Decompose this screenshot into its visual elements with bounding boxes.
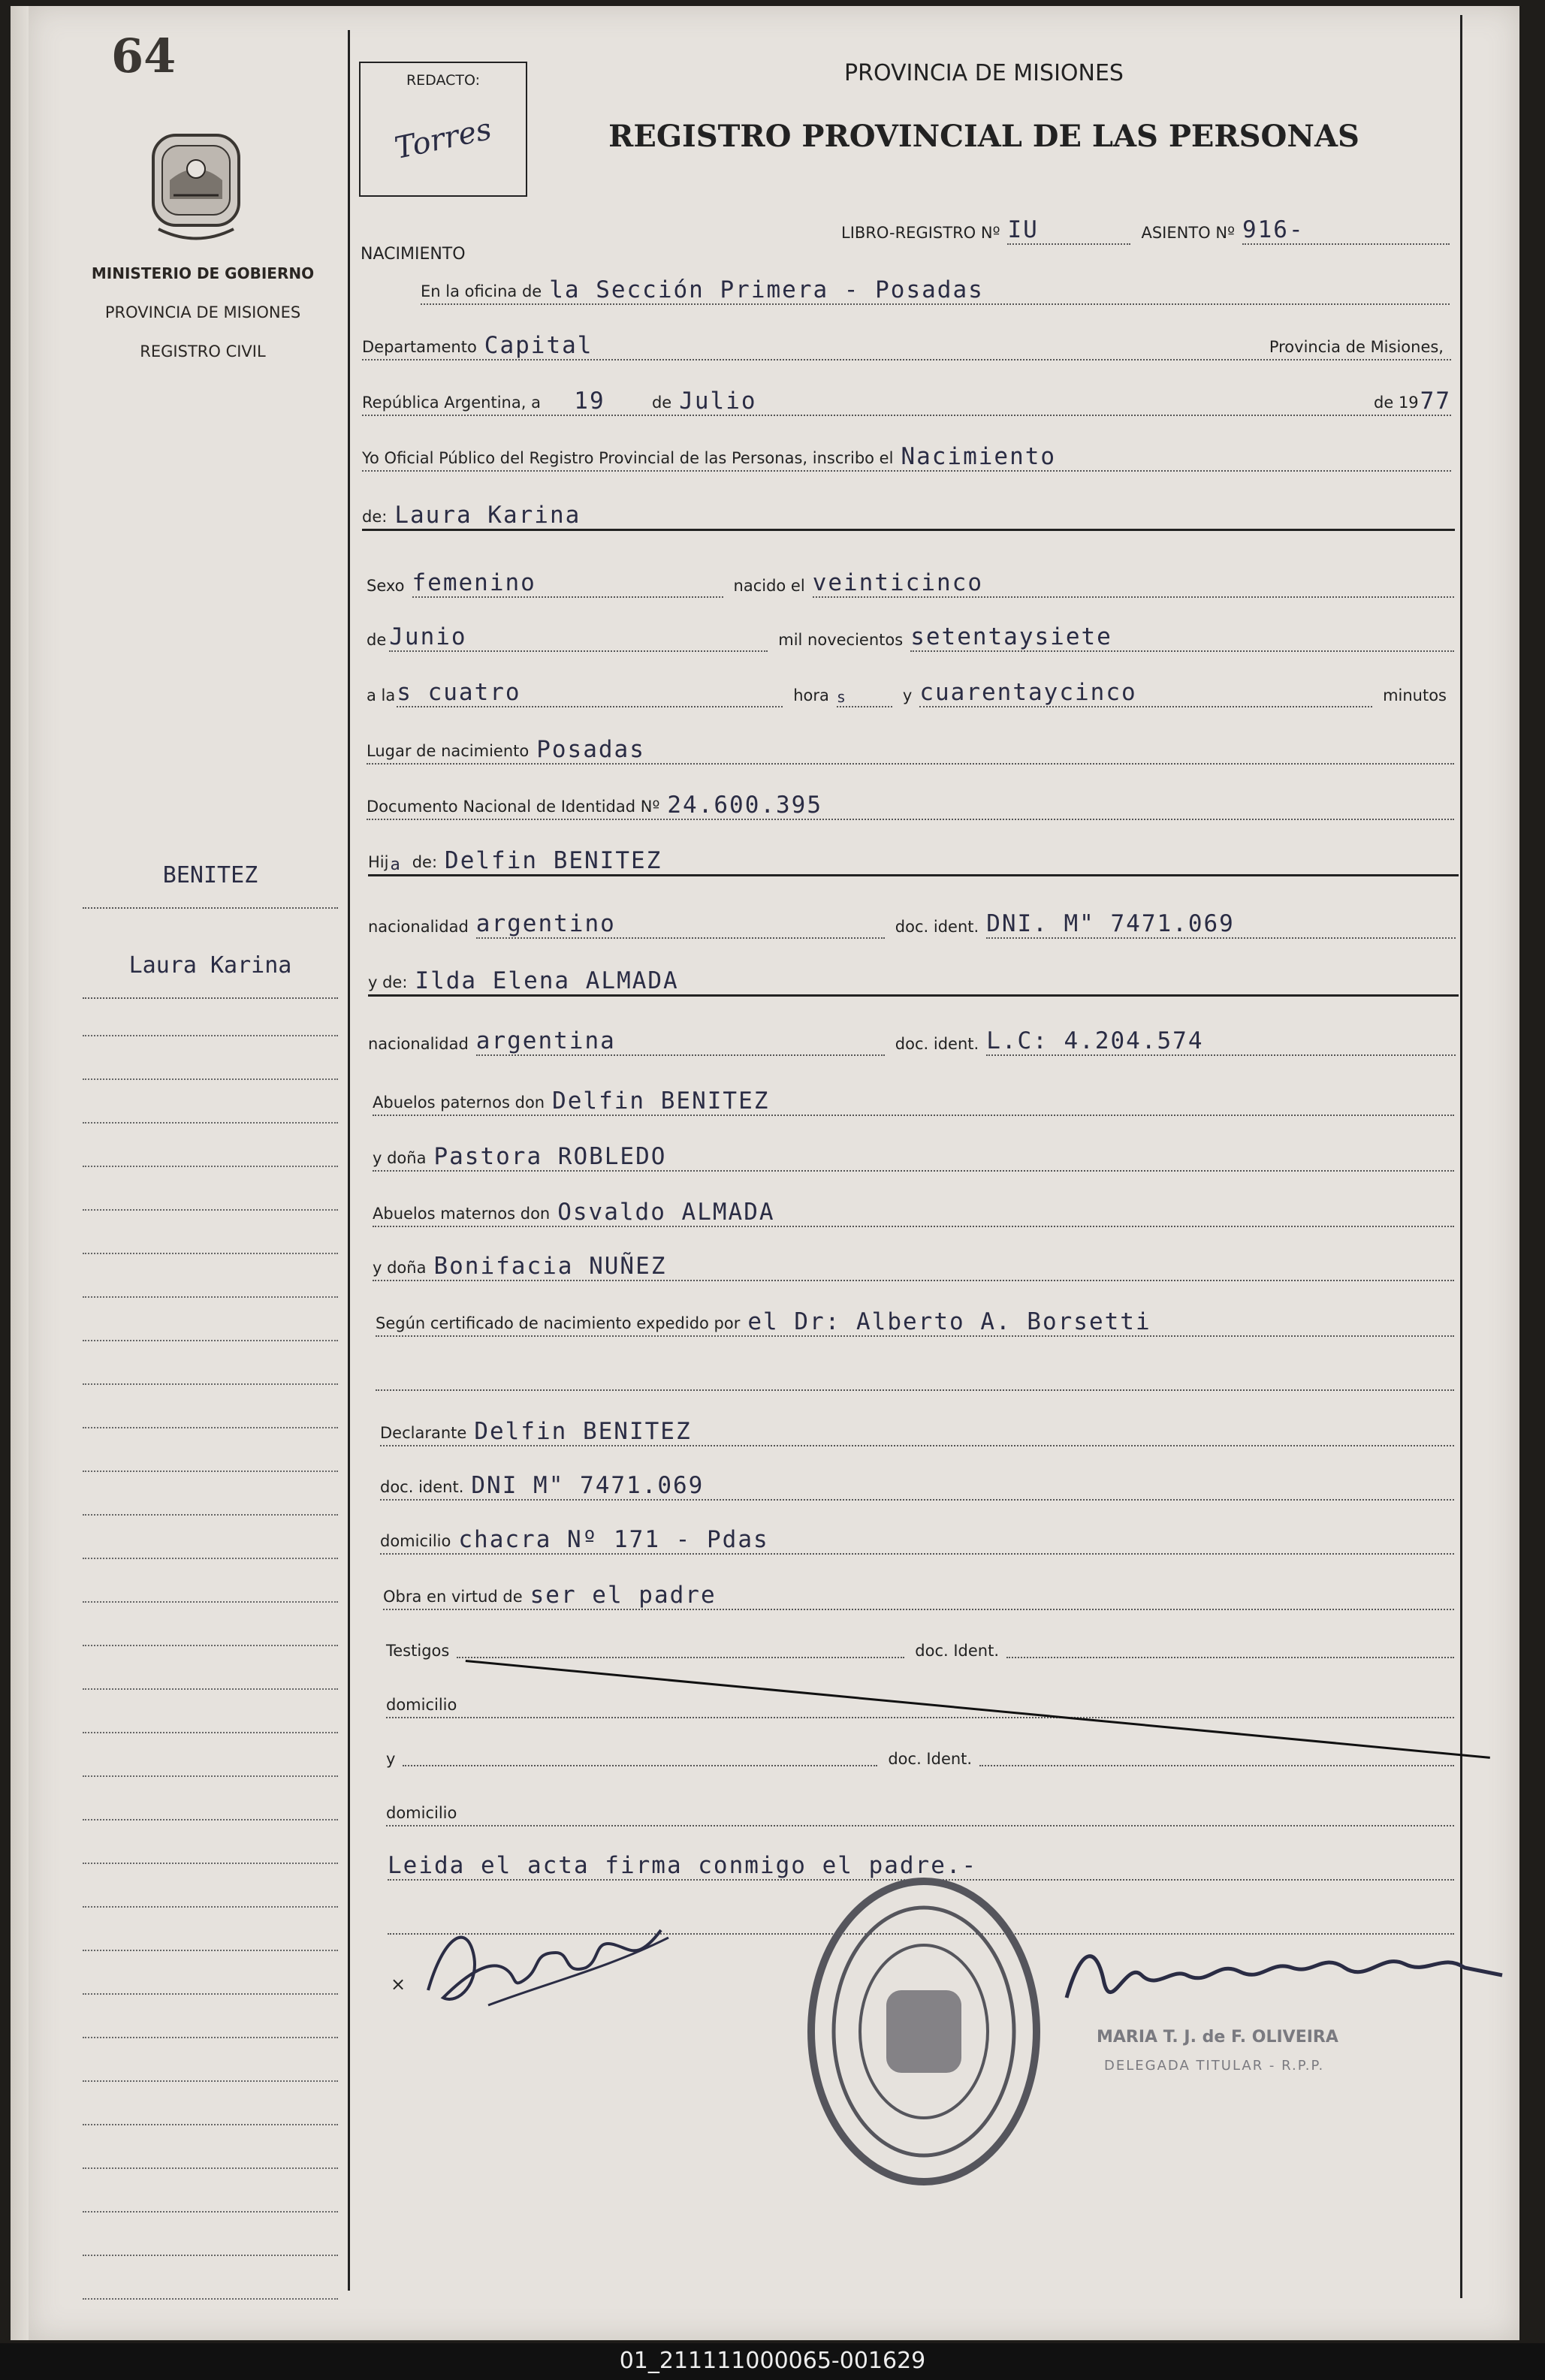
dni-row [367,786,1454,820]
anio-label: de 19 [1374,394,1419,412]
departamento-value: Capital [484,332,593,359]
abuelo-mat-row [373,1193,1454,1227]
testigos-doc-label: doc. Ident. [915,1642,1000,1660]
departamento-label: Departamento [362,338,477,356]
asiento-value: 916- [1242,216,1450,245]
margin-blank-line [83,2211,338,2213]
testigos-row [386,1630,1454,1663]
margin-blank-line [83,1688,338,1690]
margin-blank-line [83,2298,338,2300]
oficina-value: la Sección Primera - Posadas [549,276,984,303]
lugar-row [367,730,1454,765]
margin-given-names [83,952,338,999]
margin-rule [348,30,350,2291]
departamento-row [362,326,1451,360]
declarante-doc-value: DNI M" 7471.069 [471,1472,705,1499]
margin-blank-line [83,1427,338,1428]
dia-value: 19 [574,388,605,415]
libro-asiento-row [841,212,1450,245]
margin-blank-line [83,1732,338,1733]
mil-value: setentaysiete [910,623,1454,652]
record-type: NACIMIENTO [361,245,466,264]
libro-label: LIBRO-REGISTRO Nº [841,224,1000,242]
margin-blank-line [83,1819,338,1820]
padre-nac-value: argentino [476,910,885,939]
testigos-y-doc-blank [979,1759,1454,1766]
persona-row [362,496,1455,531]
testigos-y-label: y [386,1750,396,1768]
de-label: de [651,394,672,412]
certificado-label: Según certificado de nacimiento expedido por [376,1314,741,1332]
certificado-row-2 [376,1356,1454,1391]
inscribo-value: Nacimiento [901,443,1057,470]
lugar-label: Lugar de nacimiento [367,742,530,760]
redacto-label: REDACTO: [406,72,481,89]
madre-nac-label: nacionalidad [368,1035,469,1053]
abuelos-pat-label: Abuelos paternos don [373,1093,545,1112]
y-de-label: y de: [368,973,408,991]
sexo-row [367,565,1454,598]
office-label: REGISTRO CIVIL [140,342,266,360]
declarante-doc-label: doc. ident. [380,1478,464,1496]
testigos-dom-label: domicilio [386,1696,457,1714]
padre-nac-row [368,906,1456,939]
province-crest-icon [147,128,245,248]
declarante-label: Declarante [380,1424,467,1442]
officer-signature [1059,1930,1510,2020]
inscribo-row [362,437,1451,472]
margin-blank-line [83,1906,338,1908]
margin-surname [83,862,338,909]
margin-blank-line [83,1993,338,1995]
madre-row [368,961,1459,997]
mes-nac-row [367,619,1454,652]
a-la-label: a la [367,686,396,704]
abuela-pat-row [373,1137,1454,1172]
testigos-blank [457,1651,904,1658]
margin-blank-line [83,1340,338,1341]
redacto-box [359,62,527,197]
abuelo-pat-row [373,1081,1454,1116]
margin-given-names-text: Laura Karina [128,952,292,979]
margin-blank-line [83,1950,338,1951]
minutos-label: minutos [1383,686,1447,704]
oficina-label: En la oficina de [421,282,542,300]
margin-blank-line [83,2037,338,2038]
obra-row [383,1576,1454,1610]
de-mes-label: de [367,631,387,649]
abuela-mat-row [373,1247,1454,1281]
margin-blank-line [83,2255,338,2256]
testigos-dom-row [386,1684,1454,1718]
testigos-y-blank [403,1759,877,1766]
dni-value: 24.600.395 [667,792,823,819]
testigos-dom2-label: domicilio [386,1804,457,1822]
sexo-label: Sexo [367,577,405,595]
signature-x-mark: × [391,1974,406,1995]
margin-blank-line [83,1645,338,1646]
province-label: PROVINCIA DE MISIONES [104,303,301,321]
hora-s: s [837,688,892,707]
margin-blank-line [83,1863,338,1864]
declarant-signature [413,1908,699,2020]
margin-blank-line [83,1601,338,1603]
officer-name: MARIA T. J. de F. OLIVEIRA [1097,2028,1338,2047]
hora-label: hora [793,686,829,704]
abuela-pat-value: Pastora ROBLEDO [433,1143,667,1170]
margin-blank-line [83,1078,338,1080]
margin-blank-line [83,1558,338,1559]
registry-title: REGISTRO PROVINCIAL DE LAS PERSONAS [608,119,1359,154]
hora-value: s cuatro [397,679,783,707]
hijo-de-label: de: [412,853,438,871]
persona-value: Laura Karina [394,502,581,529]
anio-value: 77 [1420,388,1451,415]
provincia-suffix: Provincia de Misiones, [1269,338,1444,356]
margin-blank-line [83,2167,338,2169]
abuelo-mat-value: Osvaldo ALMADA [557,1199,775,1226]
abuelos-mat-label: Abuelos maternos don [373,1205,551,1223]
padre-doc-label: doc. ident. [895,918,979,936]
margin-blank-line [83,1035,338,1036]
libro-value: IU [1007,216,1130,245]
certificado-value: el Dr: Alberto A. Borsetti [747,1308,1151,1335]
abuela-mat-value: Bonifacia NUÑEZ [433,1253,667,1280]
margin-blank-line [83,1514,338,1516]
dni-label: Documento Nacional de Identidad Nº [367,798,660,816]
official-seal [804,1870,1044,2193]
margin-blank-line [83,1383,338,1385]
padre-value: Delfin BENITEZ [445,847,662,874]
y-label: y [902,686,913,704]
margin-surname-text: BENITEZ [162,862,258,888]
folio-number: 64 [111,29,177,83]
madre-doc-label: doc. ident. [895,1035,979,1053]
declarante-row [380,1412,1454,1446]
padre-row [368,841,1459,876]
ministry-label: MINISTERIO DE GOBIERNO [91,264,315,282]
testigos-doc-blank [1006,1651,1454,1658]
madre-nac-row [368,1023,1456,1056]
nacido-value: veinticinco [813,569,1454,598]
testigos-label: Testigos [386,1642,450,1660]
testigos-dom2-row [386,1792,1454,1826]
inscribo-label: Yo Oficial Público del Registro Provincial de las Personas, inscribo el [362,449,894,467]
page-edge [11,6,29,2340]
margin-blank-line [83,1253,338,1254]
de-mes-value: Junio [389,623,768,652]
leida-value: Leida el acta firma conmigo el padre.- [388,1852,978,1879]
abuelo-pat-value: Delfin BENITEZ [552,1087,770,1115]
de-persona-label: de: [362,508,388,526]
padre-nac-label: nacionalidad [368,918,469,936]
hijo-label: Hij [368,853,389,871]
redacto-value: Torres [391,111,495,167]
mes-value: Julio [679,388,757,415]
hijo-suffix: a [390,855,402,874]
madre-value: Ilda Elena ALMADA [415,967,679,994]
domicilio-label: domicilio [380,1532,451,1550]
asiento-label: ASIENTO Nº [1141,224,1235,242]
fecha-row [362,382,1451,416]
sexo-value: femenino [412,569,723,598]
margin-blank-line [83,1471,338,1472]
officer-title: DELEGADA TITULAR - R.P.P. [1104,2058,1325,2074]
margin-blank-line [83,1122,338,1124]
margin-blank-line [83,2080,338,2082]
madre-nac-value: argentina [476,1027,885,1056]
obra-value: ser el padre [530,1582,717,1609]
margin-blank-line [83,1775,338,1777]
lugar-value: Posadas [536,736,645,763]
declarante-doc-row [380,1466,1454,1501]
province-title: PROVINCIA DE MISIONES [844,60,1124,86]
minutos-value: cuarentaycinco [919,679,1372,707]
obra-label: Obra en virtud de [383,1588,523,1606]
image-id: 01_211111000065-001629 [619,2348,926,2374]
oficina-row [421,270,1450,305]
testigos-y-doc-label: doc. Ident. [888,1750,973,1768]
margin-blank-line [83,2124,338,2125]
margin-blank-line [83,1296,338,1298]
abuela-pat-label: y doña [373,1149,427,1167]
madre-doc-value: L.C: 4.204.574 [986,1027,1456,1056]
mil-label: mil novecientos [778,631,904,649]
margin-blank-line [83,1166,338,1167]
domicilio-row [380,1520,1454,1555]
nacido-label: nacido el [733,577,805,595]
abuela-mat-label: y doña [373,1259,427,1277]
padre-doc-value: DNI. M" 7471.069 [986,910,1456,939]
certificado-row [376,1302,1454,1337]
margin-blank-line [83,1209,338,1211]
domicilio-value: chacra Nº 171 - Pdas [458,1526,769,1553]
testigos-y-row [386,1738,1454,1771]
hora-row [367,674,1454,707]
republica-label: República Argentina, a [362,394,541,412]
declarante-value: Delfin BENITEZ [474,1418,692,1445]
